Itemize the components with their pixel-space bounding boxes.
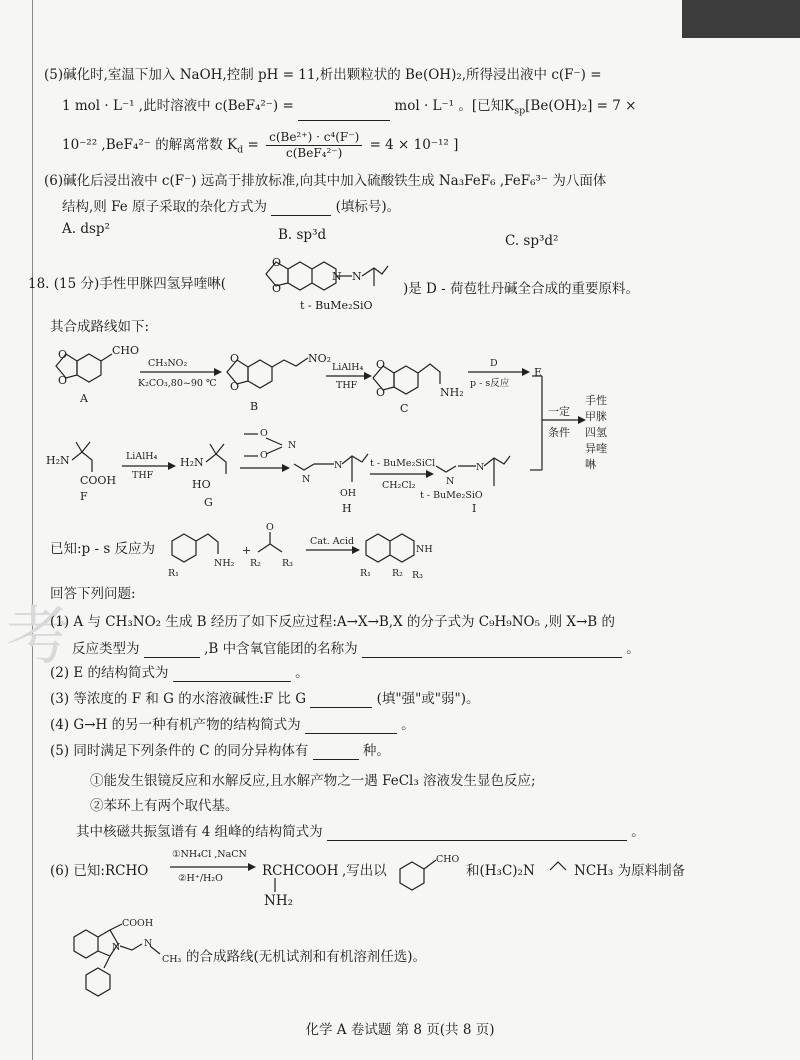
- svg-text:CH₃: CH₃: [162, 954, 182, 965]
- q5-line3: 10⁻²² ,BeF₄²⁻ 的解离常数 $K_d$ = $\frac{\text{c(Be²⁺) · c⁴(F⁻)}}{\text{c(BeF₄²⁻)}}$ = 4 × 10⁻¹² ]: [62, 130, 459, 160]
- q18-1-blank-type[interactable]: [144, 643, 200, 658]
- svg-text:D: D: [490, 358, 498, 369]
- svg-text:O: O: [376, 358, 386, 371]
- q18-3-blank[interactable]: [310, 693, 372, 708]
- product-name-2: 甲脒: [585, 410, 607, 423]
- svg-text:t - BuMe₂SiO: t - BuMe₂SiO: [420, 490, 483, 501]
- target-benzene-ring: [288, 262, 312, 290]
- svg-text:N: N: [334, 460, 343, 471]
- q18-6-text-e: 的合成路线(无机试剂和有机溶剂任选)。: [186, 949, 427, 965]
- amidine-bond: [548, 858, 572, 878]
- svg-text:Cat. Acid: Cat. Acid: [310, 536, 355, 547]
- svg-text:O: O: [260, 428, 268, 439]
- q6-answer-blank[interactable]: [271, 201, 331, 216]
- q18-5-blank-structure[interactable]: [327, 826, 627, 841]
- q5-line2: 1 mol · L⁻¹ ,此时溶液中 c(BeF₄²⁻) = mol · L⁻¹ 。[已知$K_{sp}[Be(OH)_2] = 7$ ×: [62, 97, 636, 121]
- svg-text:NO₂: NO₂: [308, 352, 332, 365]
- q18-6-text-d: NCH₃ 为原料制备: [574, 863, 686, 879]
- q6-option-b: B. sp³d: [278, 227, 327, 243]
- svg-text:NH₂: NH₂: [440, 386, 464, 399]
- q18-6-cond1: ①NH₄Cl ,NaCN: [172, 849, 247, 860]
- svg-text:CHO: CHO: [436, 854, 460, 865]
- svg-text:p - s反应: p - s反应: [470, 378, 510, 389]
- svg-text:O: O: [260, 450, 268, 461]
- q18-4: (4) G→H 的另一种有机产物的结构简式为 。: [50, 717, 415, 733]
- svg-text:K₂CO₃,80~90 ℃: K₂CO₃,80~90 ℃: [138, 378, 217, 389]
- synthesis-row-1: [44, 340, 584, 418]
- svg-text:CH₂Cl₂: CH₂Cl₂: [382, 480, 416, 491]
- svg-text:R₃: R₃: [412, 570, 423, 581]
- svg-text:N: N: [302, 474, 311, 485]
- svg-text:O: O: [230, 380, 240, 393]
- svg-text:t - BuMe₂SiCl: t - BuMe₂SiCl: [370, 458, 436, 469]
- label-i: I: [472, 502, 477, 515]
- svg-text:R₃: R₃: [282, 558, 293, 569]
- svg-text:LiAlH₄: LiAlH₄: [126, 451, 158, 462]
- cond-final-2: 条件: [548, 426, 570, 439]
- q18-5-nmr: 其中核磁共振氢谱有 4 组峰的结构简式为 。: [76, 824, 645, 840]
- q6-option-c: C. sp³d²: [505, 233, 559, 249]
- known-ps-label: 已知:p - s 反应为: [50, 541, 156, 557]
- svg-text:O: O: [266, 522, 274, 533]
- scan-corner-band: [682, 0, 800, 38]
- svg-text:R₁: R₁: [360, 568, 371, 579]
- svg-text:N: N: [332, 270, 342, 283]
- q18-intro-b: )是 D - 荷苞牡丹碱全合成的重要原料。: [403, 281, 640, 297]
- q6-option-a: A. dsp²: [62, 221, 110, 237]
- q6-line1: (6)碱化后浸出液中 c(F⁻) 远高于排放标准,向其中加入硫酸铁生成 Na₃FeF₆ ,FeF₆³⁻ 为八面体: [44, 173, 607, 189]
- target-tbu-label: t - BuMe₂SiO: [300, 299, 373, 312]
- synthesis-row-2: [44, 428, 534, 518]
- svg-text:N: N: [112, 942, 121, 953]
- q18-1-line1: (1) A 与 CH₃NO₂ 生成 B 经历了如下反应过程:A→X→B,X 的分子式为 C₉H₉NO₅ ,则 X→B 的: [50, 614, 616, 630]
- svg-text:HO: HO: [192, 478, 211, 491]
- product-name-1: 手性: [585, 394, 607, 407]
- compound-b-ring: [248, 360, 272, 388]
- watermark: 考: [6, 600, 72, 674]
- product-name-3: 四氢: [585, 426, 607, 439]
- svg-text:COOH: COOH: [122, 918, 154, 929]
- q18-6-text-c: 和(H₃C)₂N: [466, 863, 535, 879]
- q18-2-blank[interactable]: [173, 667, 291, 682]
- svg-text:N: N: [288, 440, 297, 451]
- svg-text:O: O: [272, 256, 282, 269]
- svg-text:R₂: R₂: [250, 558, 261, 569]
- q18-2: (2) E 的结构简式为 。: [50, 665, 309, 681]
- q18-6-nh2: NH₂: [264, 893, 293, 909]
- label-g: G: [204, 496, 213, 509]
- svg-text:N: N: [352, 270, 362, 283]
- q18-6-text-b: ,写出以: [342, 863, 387, 879]
- svg-text:N: N: [476, 462, 485, 473]
- label-c: C: [400, 402, 409, 415]
- q18-5: (5) 同时满足下列条件的 C 的同分异构体有 种。: [50, 743, 390, 759]
- q18-4-blank[interactable]: [305, 719, 397, 734]
- q18-1-blank-group[interactable]: [362, 643, 622, 658]
- svg-text:LiAlH₄: LiAlH₄: [332, 362, 364, 373]
- cond-final-1: 一定: [548, 405, 570, 418]
- q18-5-cond2: ②苯环上有两个取代基。: [90, 798, 239, 814]
- svg-text:R₁: R₁: [168, 568, 179, 579]
- compound-a-ring: [77, 354, 101, 382]
- svg-text:NH₂: NH₂: [214, 558, 235, 569]
- q18-6-known: (6) 已知:RCHO: [50, 863, 149, 879]
- q18-5-cond1: ①能发生银镜反应和水解反应,且水解产物之一遇 FeCl₃ 溶液发生显色反应;: [90, 773, 536, 789]
- q18-intro-a: 18. (15 分)手性甲脒四氢异喹啉(: [28, 276, 227, 292]
- q18-6-product: RCHCOOH: [262, 863, 339, 879]
- route-intro: 其合成路线如下:: [50, 319, 150, 335]
- svg-text:O: O: [272, 282, 282, 295]
- q5-answer-blank[interactable]: [298, 106, 390, 121]
- svg-text:O: O: [230, 352, 240, 365]
- svg-text:CH₃NO₂: CH₃NO₂: [148, 358, 188, 369]
- kd-fraction: $\frac{\text{c(Be²⁺) · c⁴(F⁻)}}{\text{c(BeF₄²⁻)}}$: [266, 130, 362, 161]
- svg-text:OH: OH: [340, 488, 357, 499]
- svg-text:H₂N: H₂N: [46, 454, 70, 467]
- compound-c-ring: [394, 366, 418, 394]
- svg-text:R₂: R₂: [392, 568, 403, 579]
- q18-1-line2: 反应类型为 ,B 中含氧官能团的名称为 。: [72, 641, 640, 657]
- svg-text:THF: THF: [336, 380, 358, 391]
- svg-text:N: N: [446, 476, 455, 487]
- label-f: F: [80, 490, 88, 503]
- svg-text:COOH: COOH: [80, 474, 117, 487]
- q18-5-blank-count[interactable]: [313, 745, 359, 760]
- svg-text:NH: NH: [416, 544, 433, 555]
- q6-line2: 结构,则 Fe 原子采取的杂化方式为 (填标号)。: [62, 199, 401, 215]
- svg-text:CHO: CHO: [112, 344, 140, 357]
- product-name-4: 异喹: [585, 442, 607, 455]
- label-a: A: [80, 392, 88, 405]
- svg-text:O: O: [58, 374, 68, 387]
- target-product-structure: [70, 918, 200, 998]
- label-b: B: [250, 400, 259, 413]
- svg-text:N: N: [144, 938, 153, 949]
- ps-reaction-scheme: [166, 520, 466, 582]
- q18-3: (3) 等浓度的 F 和 G 的水溶液碱性:F 比 G (填"强"或"弱")。: [50, 691, 480, 707]
- q18-6-cond2: ②H⁺/H₂O: [178, 873, 223, 884]
- label-h: H: [342, 502, 352, 515]
- svg-text:THF: THF: [132, 470, 154, 481]
- label-e: E: [534, 366, 543, 379]
- q5-line1: (5)碱化时,室温下加入 NaOH,控制 pH = 11,析出颗粒状的 Be(OH)₂,所得浸出液中 c(F⁻) =: [44, 67, 602, 83]
- margin-line: [32, 0, 33, 1060]
- page-footer: 化学 A 卷试题 第 8 页(共 8 页): [305, 1022, 495, 1038]
- benzaldehyde-structure: [396, 848, 466, 892]
- answer-intro: 回答下列问题:: [50, 586, 136, 602]
- svg-text:+: +: [242, 544, 252, 557]
- product-name-5: 啉: [585, 458, 596, 471]
- svg-text:H₂N: H₂N: [180, 456, 204, 469]
- svg-text:O: O: [58, 348, 68, 361]
- svg-text:O: O: [376, 386, 386, 399]
